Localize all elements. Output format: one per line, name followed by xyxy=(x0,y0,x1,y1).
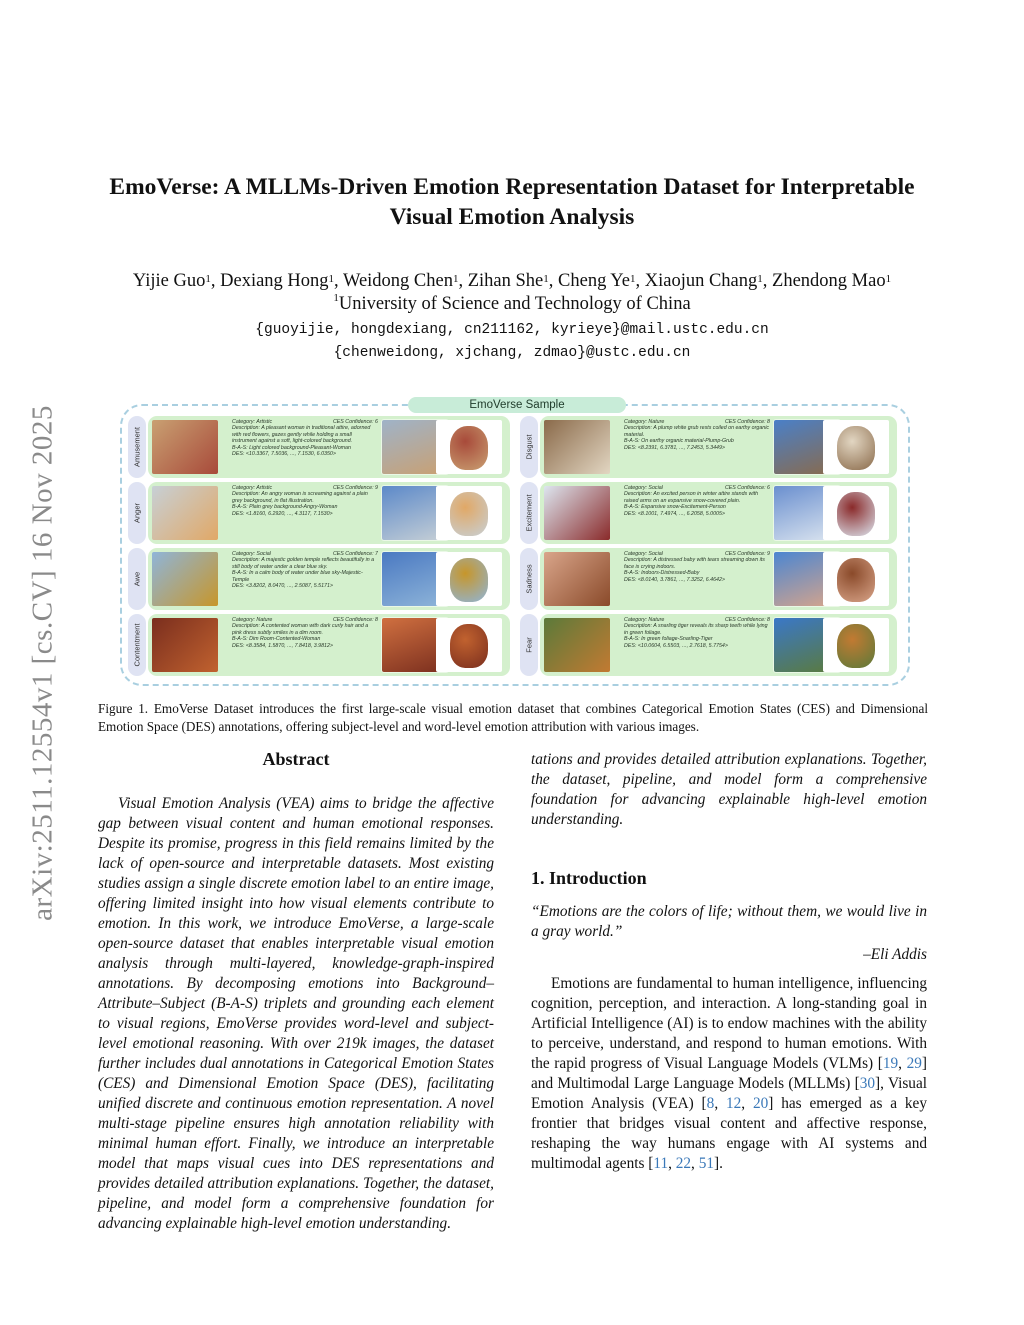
citation-link[interactable]: 20 xyxy=(752,1095,769,1112)
sample-annotation-line: Description: A plump white grub rests coiled on earthy organic material. xyxy=(624,425,770,438)
subject-cutout-shape xyxy=(450,558,488,602)
emotion-label xyxy=(520,416,538,478)
emotion-label xyxy=(128,416,146,478)
sample-annotation-line: Description: A majestic golden temple reflects beautifully in a still body of water under a clear blue sky. xyxy=(232,557,375,570)
sample-confidence: CES Confidence: 8 xyxy=(332,617,378,623)
subject-cutout-shape xyxy=(450,492,488,536)
emotion-label-text: Sadness xyxy=(524,564,534,594)
figure-caption: Figure 1. EmoVerse Dataset introduces the first large-scale visual emotion dataset that combines Categorical Emotion States (CES) and Dimensional Emotion Space (DES) annotations, offering subject-level and word-level emotion attribution with various images. xyxy=(98,701,928,734)
sample-confidence: CES Confidence: 9 xyxy=(332,485,378,491)
affiliation-marker: 1 xyxy=(333,292,339,304)
subject-cutout-image xyxy=(823,552,889,606)
sample-image xyxy=(544,552,610,606)
sample-confidence: CES Confidence: 8 xyxy=(724,419,770,425)
email-line-2: {chenweidong, xjchang, zdmao}@ustc.edu.cn xyxy=(333,345,691,361)
emotion-label-text: Amusement xyxy=(132,426,142,468)
sample-annotation-line: Description: A snarling tiger reveals its sharp teeth while lying in green foliage. xyxy=(624,623,768,636)
author-separator: , xyxy=(334,271,343,291)
sample-annotation-line: DES: <8.0140, 3.7861, ..., 7.3252, 6.4642> xyxy=(624,576,726,583)
sample-annotation-line: B-A-S: In a calm body of water under blue sky-Majestic-Temple xyxy=(232,570,363,583)
sample-category: Category: Artistic xyxy=(232,485,273,491)
author-affiliation-marker: 1 xyxy=(543,273,549,285)
arxiv-id: arXiv:2511.12554v1 [cs.CV] 16 Nov 2025 xyxy=(26,405,59,921)
sample-image xyxy=(152,618,218,672)
author-name: Xiaojun Chang xyxy=(644,271,758,291)
emotion-label xyxy=(520,614,538,676)
sample-description xyxy=(232,551,378,607)
emotion-label-text: Disgust xyxy=(524,434,534,460)
sample-image xyxy=(152,552,218,606)
figure-row-amusement xyxy=(128,416,510,478)
citation-link[interactable]: 51 xyxy=(698,1155,714,1172)
figure-title: EmoVerse Sample xyxy=(408,397,626,413)
citation-link[interactable]: 8 xyxy=(706,1095,715,1112)
sample-image xyxy=(152,486,218,540)
sample-annotation-line: DES: <8.2391, 6.3781, ..., 7.2453, 5.3449> xyxy=(624,444,726,451)
author-name: Weidong Chen xyxy=(342,271,453,291)
author-name: Yijie Guo xyxy=(132,271,206,291)
figure-row-disgust xyxy=(520,416,897,478)
sample-description xyxy=(232,617,378,673)
author-list xyxy=(90,269,934,294)
subject-cutout-shape xyxy=(837,558,875,602)
intro-quote-text: “Emotions are the colors of life; without them, we would live in a gray world.” xyxy=(531,903,927,940)
figure-row-excitement xyxy=(520,482,897,544)
abstract-body xyxy=(98,794,494,1234)
sample-annotation-line: Description: A distressed baby with tears streaming down its face is crying indoors. xyxy=(624,557,765,570)
sample-category: Category: Nature xyxy=(624,617,665,623)
author-affiliation-marker: 1 xyxy=(205,273,211,285)
subject-cutout-shape xyxy=(450,624,488,668)
figure-row-sadness xyxy=(520,548,897,610)
sample-confidence: CES Confidence: 6 xyxy=(724,485,770,491)
sample-confidence: CES Confidence: 9 xyxy=(724,551,770,557)
quote-attribution: –Eli Addis xyxy=(863,946,927,963)
sample-annotation-line: B-A-S: Light colored background-Pleasant-Woman xyxy=(232,444,351,451)
sample-annotation-line: DES: <3.8202, 8.0470, ..., 2.5087, 5.5171> xyxy=(232,583,334,590)
figure-row-awe xyxy=(128,548,510,610)
sample-image xyxy=(152,420,218,474)
figure-row-fear xyxy=(520,614,897,676)
citation-link[interactable]: 30 xyxy=(859,1075,876,1092)
sample-panel xyxy=(148,482,510,544)
sample-image xyxy=(544,420,610,474)
emotion-label xyxy=(128,482,146,544)
subject-cutout-image xyxy=(436,618,502,672)
subject-cutout-image xyxy=(823,486,889,540)
author-affiliation-marker: 1 xyxy=(328,273,335,285)
sample-annotation-line: DES: <8.1001, 7.4974, ..., 6.2058, 5.0005> xyxy=(624,510,726,517)
subject-cutout-image xyxy=(823,618,889,672)
affiliation-name: University of Science and Technology of China xyxy=(338,294,691,314)
sample-description xyxy=(232,419,378,475)
subject-cutout-shape xyxy=(837,624,875,668)
sample-panel xyxy=(540,548,897,610)
author-name: Zhendong Mao xyxy=(772,271,886,291)
sample-confidence: CES Confidence: 6 xyxy=(332,419,378,425)
emotion-label xyxy=(128,614,146,676)
abstract-continued-text: tations and provides detailed attribution explanations. Together, the dataset, pipeline, and model form a comprehensive foundation for advancing explainable high-level emotion understanding. xyxy=(531,751,927,828)
subject-cutout-shape xyxy=(837,492,875,536)
sample-annotation-line: B-A-S: In green foliage-Snarling-Tiger xyxy=(624,636,713,643)
sample-panel xyxy=(148,548,510,610)
emotion-label-text: Anger xyxy=(132,502,142,524)
citation-link[interactable]: 19 xyxy=(882,1055,899,1072)
emotion-label xyxy=(520,482,538,544)
sample-category: Category: Nature xyxy=(624,419,665,425)
intro-heading: 1. Introduction xyxy=(531,868,647,888)
sample-description xyxy=(232,485,378,541)
sample-annotation-line: B-A-S: Dim Room-Contented-Woman xyxy=(232,636,321,643)
author-separator: , xyxy=(210,271,221,291)
author-separator: , xyxy=(458,271,468,291)
title-line-1: EmoVerse: A MLLMs-Driven Emotion Representation Dataset for Interpretable xyxy=(109,174,915,200)
abstract-heading: Abstract xyxy=(262,749,330,769)
emotion-label-text: Awe xyxy=(132,571,142,587)
author-separator: , xyxy=(548,271,559,291)
sample-annotation-line: B-A-S: Indoors-Distressed-Baby xyxy=(624,570,700,577)
emotion-label xyxy=(128,548,146,610)
abstract-text: Visual Emotion Analysis (VEA) aims to bridge the affective gap between visual content and human emotional responses. Despite its promise, progress in this field remains limited by the lack of open-source and interpretable datasets. Most existing studies assign a single discrete emotion label to an entire image, offering limited insight into how visual elements contribute to emotion. In this work, we introduce EmoVerse, a large-scale open-source dataset that enables interpretable visual emotion analysis through multi-layered, knowledge-graph-inspired annotations. By decomposing emotions into Background–Attribute–Subject (B-A-S) triplets and grounding each element to visual regions, EmoVerse provides word-level and subject-level emotional reasoning. With over 219k images, the dataset further includes dual annotations in Categorical Emotion States (CES) and Dimensional Emotion Space (DES), facilitating unified discrete and continuous emotion representation. A novel multi-stage pipeline ensures high annotation reliability with minimal human effort. Finally, we introduce an interpretable model that maps visual cues into DES representations and provides detailed attribution explanations. Together, the dataset, pipeline, and model form a comprehensive foundation for advancing explainable high-level emotion understanding. xyxy=(98,795,494,1232)
subject-cutout-image xyxy=(823,420,889,474)
arxiv-stamp xyxy=(14,368,72,958)
author-separator: , xyxy=(762,271,773,291)
author-affiliation-marker: 1 xyxy=(885,273,892,285)
figure-row-contentment xyxy=(128,614,510,676)
sample-image xyxy=(544,486,610,540)
sample-panel xyxy=(540,614,897,676)
sample-category: Category: Social xyxy=(624,551,663,557)
sample-description xyxy=(624,419,770,475)
sample-confidence: CES Confidence: 8 xyxy=(724,617,770,623)
affiliation xyxy=(90,294,934,315)
subject-cutout-image xyxy=(436,552,502,606)
author-name: Dexiang Hong xyxy=(220,271,329,291)
sample-annotation-line: Description: An angry woman is screaming against a plain grey background, in flat illustration. xyxy=(232,491,368,504)
sample-annotation-line: B-A-S: Expansive snow-Excitement-Person xyxy=(624,504,726,511)
citation-link[interactable]: 29 xyxy=(906,1055,922,1072)
sample-description xyxy=(624,485,770,541)
author-affiliation-marker: 1 xyxy=(452,273,459,285)
abstract-continued xyxy=(531,750,927,830)
emotion-label-text: Contentment xyxy=(132,623,142,667)
paper-title xyxy=(90,172,934,232)
title-line-2: Visual Emotion Analysis xyxy=(389,204,635,230)
sample-annotation-line: B-A-S: On earthy organic material-Plump-Grub xyxy=(624,438,734,445)
citation-link[interactable]: 11 xyxy=(653,1155,669,1172)
sample-category: Category: Social xyxy=(624,485,663,491)
sample-confidence: CES Confidence: 7 xyxy=(332,551,378,557)
sample-category: Category: Nature xyxy=(232,617,273,623)
author-affiliation-marker: 1 xyxy=(757,273,763,285)
intro-quote xyxy=(531,902,927,942)
sample-panel xyxy=(540,482,897,544)
sample-description xyxy=(624,617,770,673)
citation-link[interactable]: 22 xyxy=(675,1155,692,1172)
sample-image xyxy=(544,618,610,672)
subject-cutout-shape xyxy=(450,426,488,470)
sample-annotation-line: Description: A pleasant woman in traditional attire, adorned with red flowers, gazes gently while holding a small instrument against a soft, light-colored background. xyxy=(232,425,371,445)
sample-panel xyxy=(540,416,897,478)
sample-annotation-line: Description: An excited person in winter attire stands with raised arms on an expansive snow-covered plain. xyxy=(624,491,759,504)
citation-link[interactable]: 12 xyxy=(725,1095,742,1112)
intro-body xyxy=(531,974,927,1174)
emotion-label-text: Fear xyxy=(524,637,534,653)
sample-annotation-line: Description: A contented woman with dark curly hair and a pink dress subtly smiles in a dim room. xyxy=(232,623,369,636)
sample-category: Category: Social xyxy=(232,551,271,557)
email-line-1: {guoyijie, hongdexiang, cn211162, kyrieye}@mail.ustc.edu.cn xyxy=(255,322,769,338)
sample-annotation-line: DES: <1.8160, 6.2920, ..., 4.3117, 7.1530> xyxy=(232,510,333,517)
sample-description xyxy=(624,551,770,607)
emotion-label xyxy=(520,548,538,610)
emotion-label-text: Excitement xyxy=(524,494,534,532)
sample-annotation-line: DES: <8.3584, 1.5870, ..., 7.8418, 3.9812> xyxy=(232,642,334,649)
intro-paragraph: Emotions are fundamental to human intelligence, influencing cognition, perception, and interaction. A long-standing goal in Artificial Intelligence (AI) is to endow machines with the ability to perceive, understand, and respond to human emotions. With the rapid progress of Visual Language Models (VLMs) [19, 29] and Multimodal Large Language Models (MLLMs) [30], Visual Emotion Analysis (VEA) [8, 12, 20] has emerged as a key frontier that bridges visual content and affective response, reshaping the way humans engage with AI systems and multimodal agents [11, 22, 51]. xyxy=(531,975,927,1172)
sample-annotation-line: DES: <10.3367, 7.5036, ..., 7.1530, 6.0350> xyxy=(232,451,336,458)
sample-annotation-line: DES: <10.0604, 6.5503, ..., 2.7618, 5.7754> xyxy=(624,642,728,649)
author-name: Cheng Ye xyxy=(558,271,630,291)
sample-category: Category: Artistic xyxy=(232,419,273,425)
subject-cutout-image xyxy=(436,420,502,474)
author-name: Zihan She xyxy=(467,271,544,291)
subject-cutout-image xyxy=(436,486,502,540)
sample-panel xyxy=(148,614,510,676)
author-affiliation-marker: 1 xyxy=(629,273,636,285)
figure-row-anger xyxy=(128,482,510,544)
author-separator: , xyxy=(635,271,645,291)
sample-panel xyxy=(148,416,510,478)
subject-cutout-shape xyxy=(837,426,875,470)
sample-annotation-line: B-A-S: Plain grey background-Angry-Woman xyxy=(232,504,338,511)
